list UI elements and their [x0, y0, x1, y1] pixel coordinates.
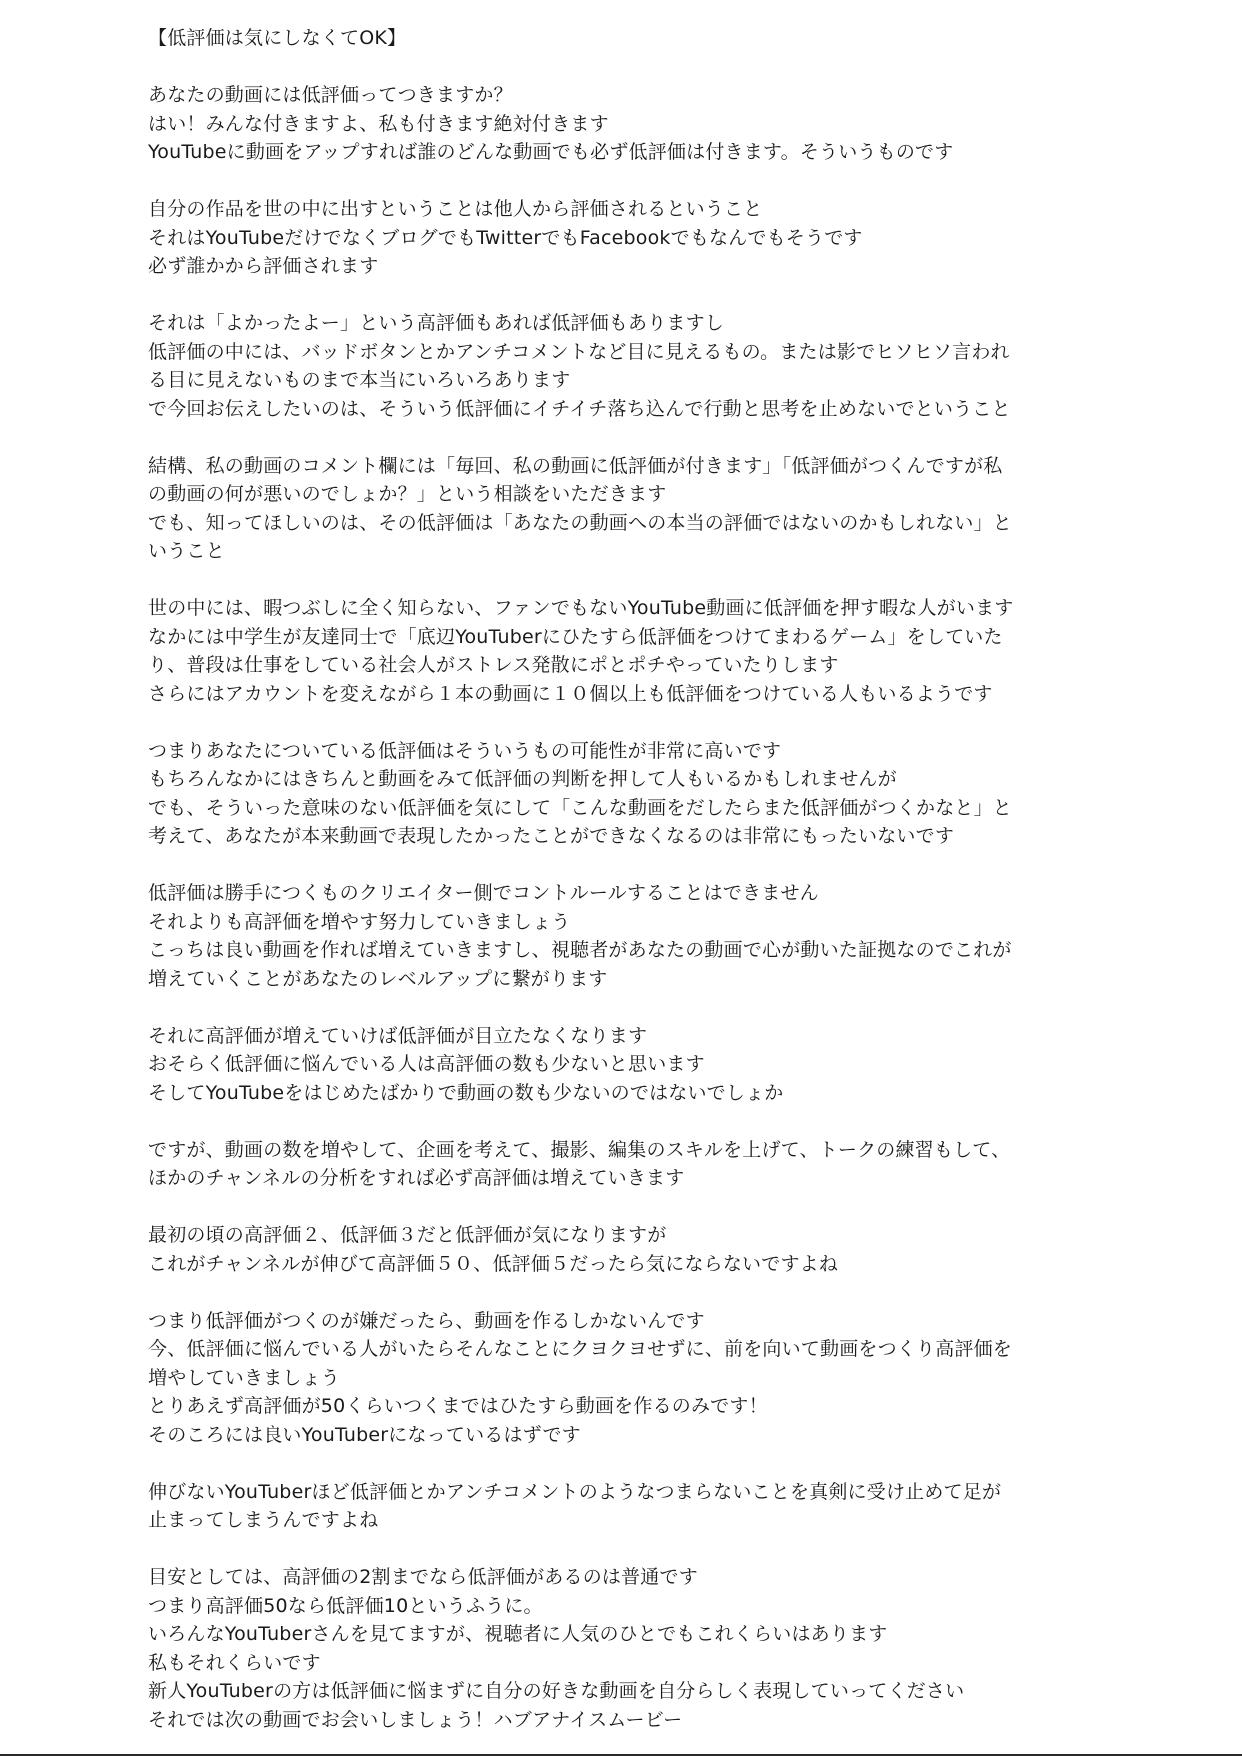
text-line: ほかのチャンネルの分析をすれば必ず高評価は増えていきます: [148, 1167, 685, 1189]
text-line: 新人YouTuberの方は低評価に悩まずに自分の好きな動画を自分らしく表現していってください: [148, 1680, 965, 1702]
text-line: そしてYouTubeをはじめたばかりで動画の数も少ないのではないでしょか: [148, 1081, 784, 1104]
title-text: 【低評価は気にしなくてOK】: [148, 27, 407, 49]
text-line: さらにはアカウントを変えながら１本の動画に１０個以上も低評価をつけている人もいるようです: [148, 682, 993, 705]
text-line: 考えて、あなたが本来動画で表現したかったことができなくなるのは非常にもったいないです: [148, 825, 955, 847]
text-line: それでは次の動画でお会いしましょう！ハブアナイスムービー: [148, 1708, 683, 1731]
text-line: でも、そういった意味のない低評価を気にして「こんな動画をだしたらまた低評価がつくかなと」と: [148, 796, 1013, 819]
text-line: あなたの動画には低評価ってつきますか？: [148, 84, 513, 106]
text-line: 増えていくことがあなたのレベルアップに繋がります: [148, 967, 608, 990]
paragraph: [148, 1563, 1092, 1734]
text-line: 低評価は勝手につくものクリエイター側でコントルールすることはできません: [148, 882, 819, 904]
paragraph: [148, 309, 1092, 423]
text-line: 必ず誰かから評価されます: [148, 255, 379, 277]
text-line: り、普段は仕事をしている社会人がストレス発散にポとポチやっていたりします: [148, 654, 839, 676]
text-line: 増やしていきましょう: [148, 1366, 341, 1389]
text-line: こっちは良い動画を作れば増えていきますし、視聴者があなたの動画で心が動いた証拠なのでこれが: [148, 939, 1012, 961]
text-line: それはYouTubeだけでなくブログでもTwitterでもFacebookでもなんでもそうです: [148, 226, 863, 249]
text-line: そのころには良いYouTuberになっているはずです: [148, 1423, 581, 1446]
text-line: もちろんなかにはきちんと動画をみて低評価の判断を押して人もいるかもしれませんが: [148, 768, 897, 790]
text-line: で今回お伝えしたいのは、そういう低評価にイチイチ落ち込んで行動と思考を止めないでということ: [148, 397, 1011, 420]
bottom-divider: [0, 1754, 1242, 1756]
text-line: それに高評価が増えていけば低評価が目立たなくなります: [148, 1024, 648, 1047]
text-line: の動画の何が悪いのでしょか？」という相談をいただきます: [148, 483, 667, 505]
text-line: 世の中には、暇つぶしに全く知らない、ファンでもないYouTube動画に低評価を押す暇な人がいます: [148, 597, 1014, 619]
paragraph: [148, 195, 1092, 281]
paragraph: [148, 1136, 1092, 1193]
paragraph: [148, 737, 1092, 851]
text-line: 今、低評価に悩んでいる人がいたらそんなことにクヨクヨせずに、前を向いて動画をつくり高評価を: [148, 1338, 1013, 1360]
text-line: 最初の頃の高評価２、低評価３だと低評価が気になりますが: [148, 1224, 667, 1246]
text-line: る目に見えないものまで本当にいろいろあります: [148, 369, 571, 391]
text-line: 私もそれくらいです: [148, 1651, 321, 1674]
text-line: 自分の作品を世の中に出すということは他人から評価されるということ: [148, 198, 763, 220]
text-line: つまりあなたについている低評価はそういうもの可能性が非常に高いです: [148, 739, 782, 762]
text-line: 低評価の中には、バッドボタンとかアンチコメントなど目に見えるもの。または影でヒソヒソ言われ: [148, 340, 1010, 363]
text-line: いろんなYouTuberさんを見てますが、視聴者に人気のひとでもこれくらいはあります: [148, 1623, 888, 1645]
text-line: ですが、動画の数を増やして、企画を考えて、撮影、編集のスキルを上げて、トークの練習もして、: [148, 1138, 1011, 1161]
text-line: これがチャンネルが伸びて高評価５０、低評価５だったら気にならないですよね: [148, 1252, 839, 1275]
text-line: はい！みんな付きますよ、私も付きます絶対付きます: [148, 112, 609, 135]
text-line: つまり高評価50なら低評価10というふうに。: [148, 1594, 543, 1617]
paragraph: [148, 1022, 1092, 1108]
text-line: でも、知ってほしいのは、その低評価は「あなたの動画への本当の評価ではないのかもしれない」と: [148, 511, 1013, 534]
text-line: おそらく低評価に悩んでいる人は高評価の数も少ないと思います: [148, 1053, 705, 1075]
paragraph: [148, 1307, 1092, 1450]
paragraph: [148, 879, 1092, 993]
text-line: なかには中学生が友達同士で「底辺YouTuberにひたすら低評価をつけてまわるゲーム」をしていた: [148, 625, 1003, 648]
text-line: つまり低評価がつくのが嫌だったら、動画を作るしかないんです: [148, 1309, 705, 1332]
text-line: 目安としては、高評価の2割までなら低評価があるのは普通です: [148, 1566, 698, 1588]
text-line: それよりも高評価を増やす努力していきましょう: [148, 910, 571, 933]
text-line: YouTubeに動画をアップすれば誰のどんな動画でも必ず低評価は付きます。そういうものです: [148, 141, 954, 163]
text-line: 伸びないYouTuberほど低評価とかアンチコメントのようなつまらないことを真剣に受け止めて足が: [148, 1480, 1002, 1503]
text-line: いうこと: [148, 540, 225, 562]
paragraph: [148, 1221, 1092, 1278]
text-line: 結構、私の動画のコメント欄には「毎回、私の動画に低評価が付きます」「低評価がつくんですが私: [148, 454, 1003, 477]
text-line: とりあえず高評価が50くらいつくまではひたすら動画を作るのみです！: [148, 1395, 768, 1417]
text-line: それは「よかったよー」という高評価もあれば低評価もありますし: [148, 312, 725, 334]
paragraph: [148, 452, 1092, 566]
paragraph: [148, 81, 1092, 167]
paragraph: [148, 594, 1092, 708]
document-body: [148, 24, 1092, 1734]
text-line: 止まってしまうんですよね: [148, 1509, 379, 1531]
document-title: [148, 24, 1092, 53]
paragraph: [148, 1478, 1092, 1535]
